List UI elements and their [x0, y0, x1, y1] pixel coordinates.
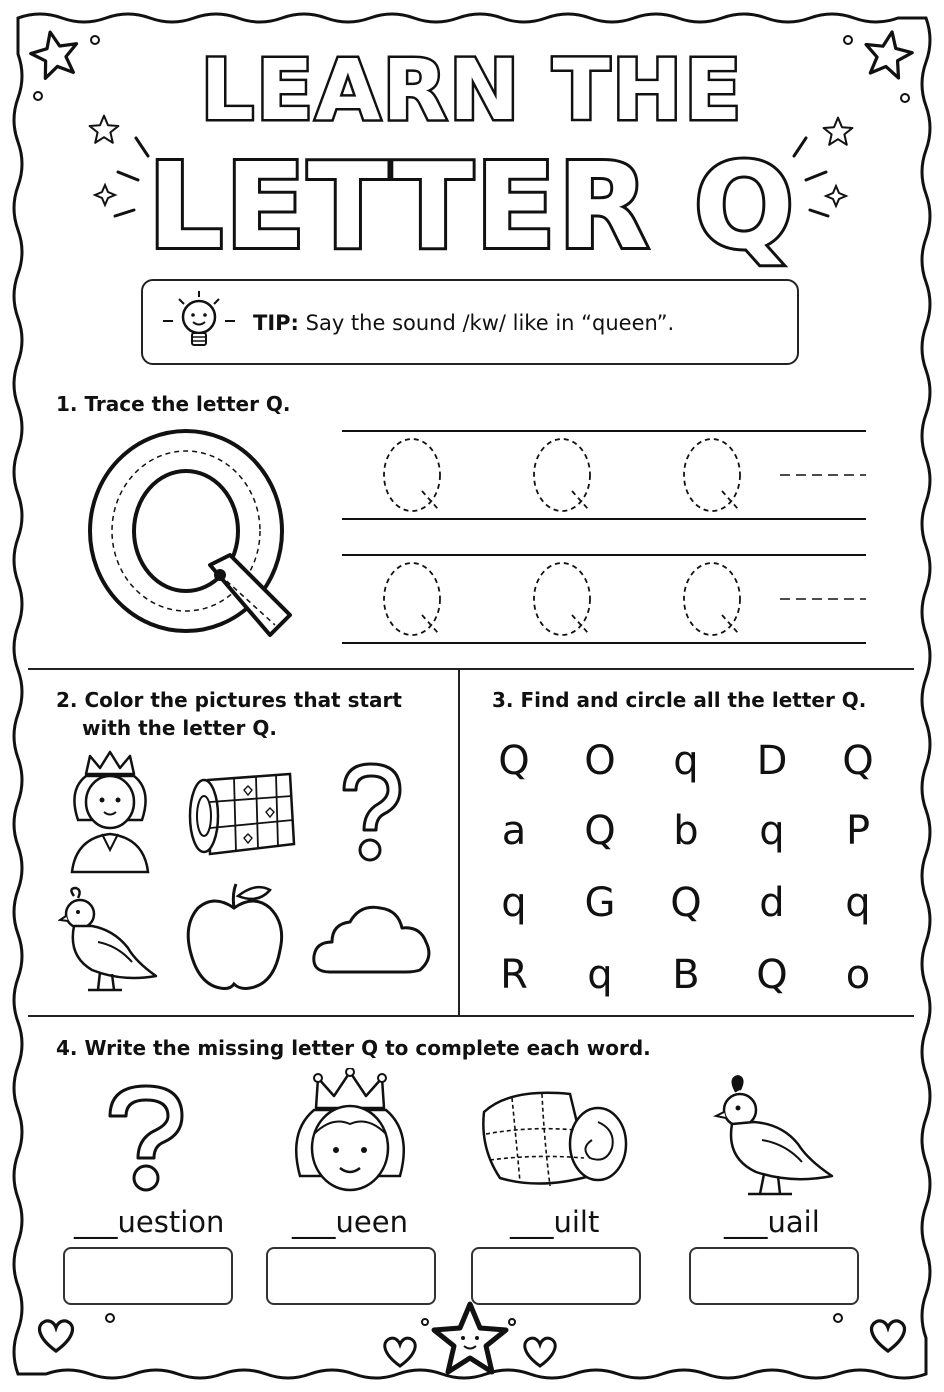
smiling-star-icon [434, 1304, 506, 1372]
tip-body: Say the sound /kw/ like in “queen”. [305, 311, 675, 335]
tracing-lines [340, 425, 870, 655]
quilt-icon[interactable] [186, 770, 298, 860]
big-traceable-q [80, 425, 310, 660]
quail-icon[interactable] [58, 886, 158, 996]
grid-letter[interactable]: D [756, 738, 788, 784]
word-question: ___uestion [74, 1205, 225, 1239]
answer-box-quilt[interactable] [471, 1247, 641, 1305]
grid-letter[interactable]: b [673, 808, 699, 854]
tip-text [253, 311, 674, 335]
grid-letter[interactable]: q [759, 808, 785, 854]
letter-search-grid [484, 736, 904, 1006]
grid-letter[interactable]: P [845, 808, 871, 854]
page-title-line1: LEARN THE [200, 41, 744, 139]
tip-box [141, 279, 799, 365]
section4-heading: 4. Write the missing letter Q to complete each word. [56, 1036, 651, 1060]
section3-heading: 3. Find and circle all the letter Q. [492, 688, 867, 712]
grid-letter[interactable]: Q [498, 738, 530, 784]
quilt-icon [480, 1082, 630, 1192]
grid-letter[interactable]: Q [842, 738, 874, 784]
heart-icon [872, 1321, 905, 1351]
question-mark-icon [104, 1082, 188, 1194]
answer-box-question[interactable] [63, 1247, 233, 1305]
section2-heading-line2: with the letter Q. [82, 716, 277, 740]
grid-letter[interactable]: B [672, 952, 700, 998]
queen-icon[interactable] [64, 750, 156, 875]
apple-icon[interactable] [184, 880, 286, 992]
grid-letter[interactable]: O [584, 738, 616, 784]
grid-letter[interactable]: Q [756, 952, 788, 998]
queen-icon [288, 1068, 412, 1198]
page-title-line2: LETTER Q [147, 137, 797, 275]
grid-letter[interactable]: Q [584, 808, 616, 854]
heart-icon [525, 1338, 555, 1366]
grid-letter[interactable]: a [501, 808, 527, 854]
lightbulb-icon [161, 289, 237, 359]
word-quilt: ___uilt [510, 1205, 600, 1239]
tip-label: TIP: [253, 311, 299, 335]
word-quail: ___uail [724, 1205, 820, 1239]
cloud-icon[interactable] [310, 900, 434, 978]
grid-letter[interactable]: q [673, 738, 699, 784]
heart-icon [385, 1338, 415, 1366]
grid-letter[interactable]: Q [670, 880, 702, 926]
section2-heading-line1: 2. Color the pictures that start [56, 688, 402, 712]
grid-letter[interactable]: q [845, 880, 871, 926]
grid-letter[interactable]: G [584, 880, 616, 926]
quail-icon [712, 1072, 834, 1198]
word-queen: ___ueen [292, 1205, 408, 1239]
answer-box-quail[interactable] [689, 1247, 859, 1305]
answer-box-queen[interactable] [266, 1247, 436, 1305]
grid-letter[interactable]: q [501, 880, 527, 926]
heart-icon [40, 1321, 73, 1351]
grid-letter[interactable]: d [759, 880, 785, 926]
grid-letter[interactable]: R [500, 952, 528, 998]
grid-letter[interactable]: o [845, 952, 871, 998]
grid-letter[interactable]: q [587, 952, 613, 998]
question-mark-icon[interactable] [336, 760, 406, 866]
section1-heading: 1. Trace the letter Q. [56, 392, 291, 416]
